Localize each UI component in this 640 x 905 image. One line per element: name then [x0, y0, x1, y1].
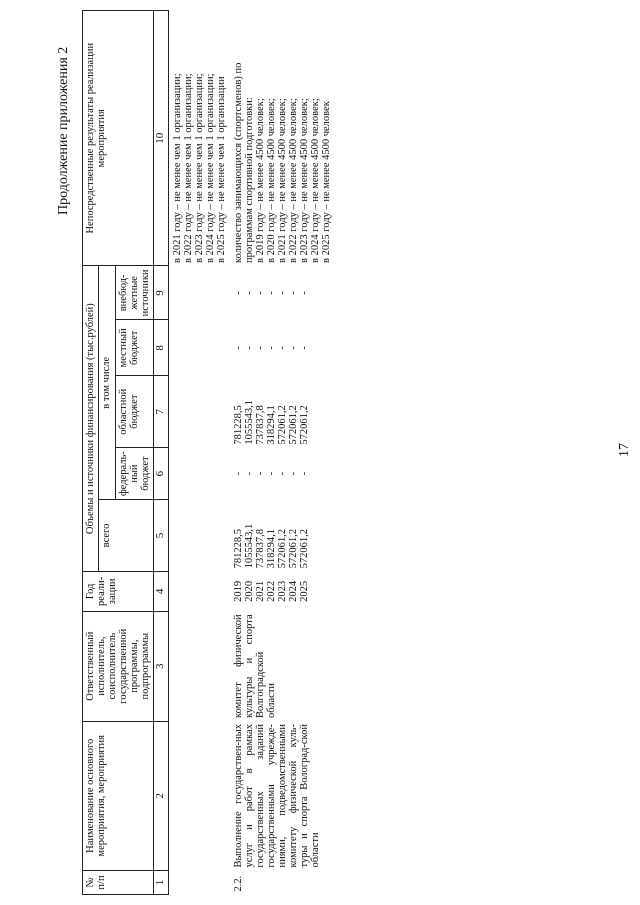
federal-value: -	[298, 471, 310, 476]
year-value: 2020	[243, 580, 255, 602]
col-number: 6	[154, 448, 169, 500]
header-no: № п/п	[83, 871, 154, 895]
year-value: 2019	[232, 580, 244, 602]
offbudget-value: -	[298, 291, 310, 295]
result-line: в 2020 году – не менее 4500 человек;	[265, 98, 277, 263]
local-value: -	[298, 346, 310, 350]
year-value: 2025	[298, 580, 310, 602]
col-number: 9	[154, 266, 169, 320]
program-table	[82, 10, 335, 895]
local-value: -	[265, 346, 277, 350]
offbudget-cell	[230, 266, 335, 320]
result-line: в 2022 году – не менее чем 1 организации;	[182, 73, 194, 263]
measure-name: Выполнение государствен-ных услуг и работ в рамках государственных заданий государственными учрежде-ниями, подведомственными комитету физической куль-туры и спорта Волоград-ской области	[232, 724, 321, 868]
result-line: количество занимающихся (спортсменов) по программам спортивной подготовки:	[232, 62, 255, 263]
row-number: 2.2.	[232, 875, 244, 892]
result-line: в 2024 году – не менее 4500 человек;	[309, 98, 321, 263]
year-value: 2021	[254, 580, 266, 602]
regional-value: 318294,1	[265, 405, 277, 445]
total-value: 781228,5	[232, 529, 244, 569]
regional-value: 1055543,1	[243, 399, 255, 445]
result-line: в 2025 году – не менее чем 1 организации	[215, 76, 227, 263]
result-line: в 2021 году – не менее 4500 человек;	[276, 98, 288, 263]
federal-value: -	[287, 471, 299, 476]
federal-value: -	[232, 471, 244, 476]
col-number: 10	[154, 11, 169, 266]
offbudget-value: -	[287, 291, 299, 295]
header-federal: федераль-ный бюджет	[116, 448, 154, 500]
header-row-1	[83, 11, 99, 895]
header-results: Непосредственные результаты реализации мероприятия	[83, 11, 154, 266]
regional-cell	[230, 376, 335, 448]
page-number: 17	[617, 443, 632, 457]
years-cell	[230, 571, 335, 611]
regional-value: 572061,2	[276, 405, 288, 445]
result-line: в 2022 году – не менее 4500 человек;	[287, 98, 299, 263]
total-value: 572061,2	[276, 529, 288, 569]
header-year: Год реали-зации	[83, 571, 154, 611]
year-value: 2024	[287, 580, 299, 602]
federal-value: -	[243, 471, 255, 476]
header-responsible: Ответственный исполнитель, соисполнитель государственной программы, подпрограммы	[83, 611, 154, 721]
local-value: -	[254, 346, 266, 350]
federal-value: -	[265, 471, 277, 476]
local-value: -	[243, 346, 255, 350]
continuation-row	[168, 11, 230, 895]
responsible-executor: комитет физической культуры и спорта Волгоградской области	[232, 614, 277, 719]
total-value: 737837,8	[254, 529, 266, 569]
total-value: 572061,2	[287, 529, 299, 569]
table-row	[230, 11, 335, 895]
year-value: 2023	[276, 580, 288, 602]
federal-cell	[230, 448, 335, 500]
col-number: 3	[154, 611, 169, 721]
results-cell	[230, 11, 335, 266]
federal-value: -	[254, 471, 266, 476]
result-line: в 2024 году – не менее чем 1 организации;	[204, 73, 216, 263]
local-value: -	[287, 346, 299, 350]
offbudget-value: -	[276, 291, 288, 295]
total-value: 318294,1	[265, 529, 277, 569]
result-line: в 2023 году – не менее 4500 человек;	[298, 98, 310, 263]
local-value: -	[232, 346, 244, 350]
offbudget-value: -	[265, 291, 277, 295]
col-number: 8	[154, 320, 169, 376]
year-value: 2022	[265, 580, 277, 602]
header-offbudget: внебюд-жетные источники	[116, 266, 154, 320]
col-number: 1	[154, 871, 169, 895]
column-number-row	[154, 11, 169, 895]
col-number: 2	[154, 721, 169, 870]
federal-value: -	[276, 471, 288, 476]
col-number: 5	[154, 500, 169, 572]
total-value: 1055543,1	[243, 523, 255, 569]
regional-value: 572061,2	[287, 405, 299, 445]
header-incl: в том числе	[99, 266, 116, 500]
col-number: 7	[154, 376, 169, 448]
offbudget-value: -	[243, 291, 255, 295]
header-funding: Объемы и источники финансирования (тыс.рублей)	[83, 266, 99, 571]
header-total: всего	[99, 500, 154, 572]
regional-value: 781228,5	[232, 405, 244, 445]
offbudget-value: -	[232, 291, 244, 295]
result-line: в 2021 году – не менее чем 1 организации;	[171, 73, 183, 263]
header-regional: областной бюджет	[116, 376, 154, 448]
total-value: 572061,2	[298, 529, 310, 569]
total-cell	[230, 500, 335, 572]
previous-results-cell	[168, 11, 230, 266]
col-number: 4	[154, 571, 169, 611]
regional-value: 737837,8	[254, 405, 266, 445]
header-name: Наименование основного мероприятия, мероприятия	[83, 721, 154, 870]
regional-value: 572061,2	[298, 405, 310, 445]
result-line: в 2019 году – не менее 4500 человек;	[254, 98, 266, 263]
header-local: местный бюджет	[116, 320, 154, 376]
result-line: в 2023 году – не менее чем 1 организации;	[193, 73, 205, 263]
appendix-title: Продолжение приложения 2	[56, 46, 71, 215]
local-value: -	[276, 346, 288, 350]
offbudget-value: -	[254, 291, 266, 295]
result-line: в 2025 году – не менее 4500 человек	[320, 101, 332, 263]
local-cell	[230, 320, 335, 376]
